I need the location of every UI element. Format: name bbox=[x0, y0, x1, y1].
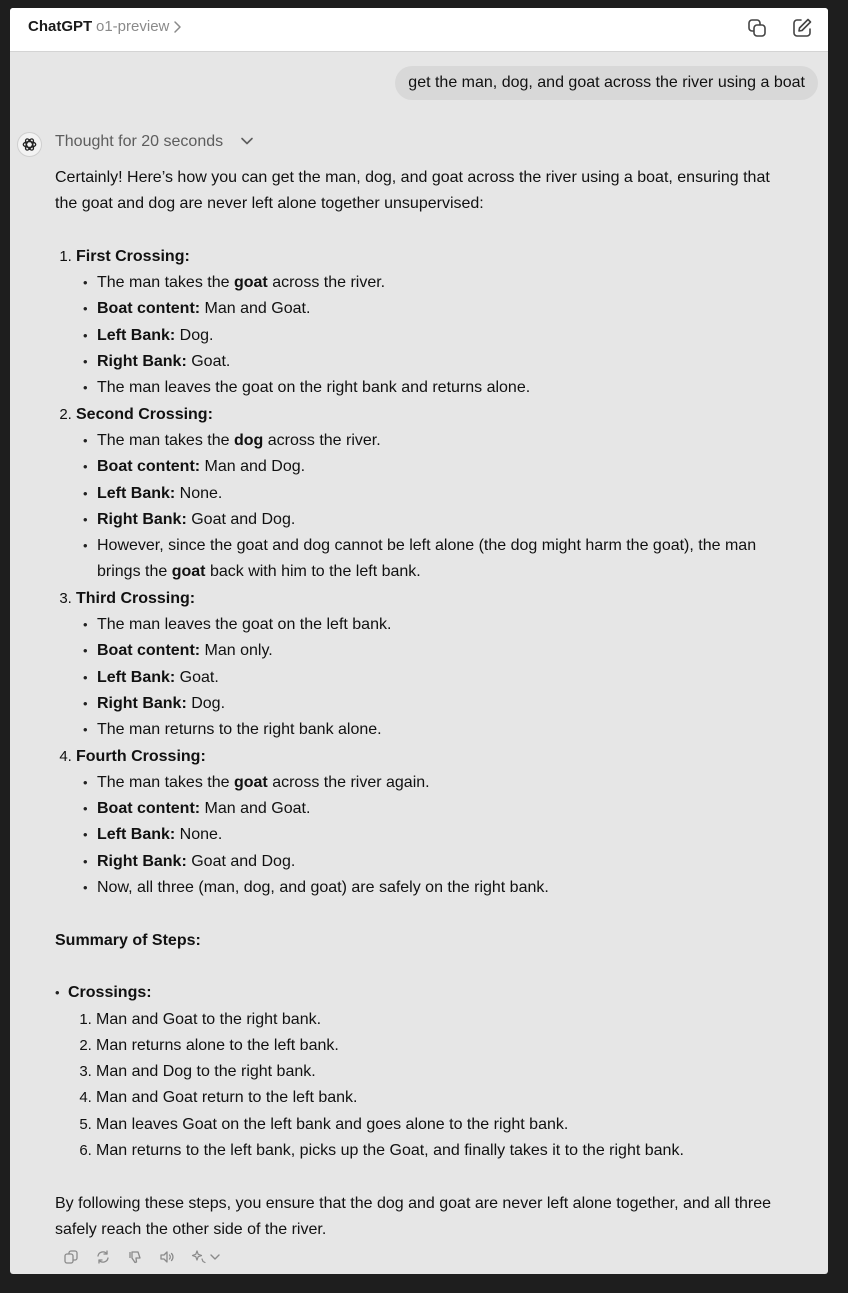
list-item: • Now, all three (man, dog, and goat) are safely on the right bank. bbox=[97, 875, 780, 901]
chevron-down-icon[interactable] bbox=[240, 136, 254, 146]
regenerate-icon[interactable] bbox=[95, 1249, 111, 1265]
list-item: • Boat content: Man and Dog. bbox=[97, 454, 780, 480]
answer-intro: Certainly! Here’s how you can get the man, dog, and goat across the river using a boat, ensuring that the goat and dog are never left alone together unsupervised: bbox=[55, 169, 770, 213]
crossing-list bbox=[55, 244, 780, 901]
list-item: • Right Bank: Goat and Dog. bbox=[97, 507, 780, 533]
copy-chat-icon[interactable] bbox=[746, 17, 768, 39]
crossing-title: Fourth Crossing: bbox=[76, 747, 206, 765]
user-message: get the man, dog, and goat across the river using a boat bbox=[395, 66, 818, 100]
thumbs-down-icon[interactable] bbox=[127, 1249, 143, 1265]
thought-toggle[interactable]: Thought for 20 seconds bbox=[55, 133, 224, 150]
crossing-step bbox=[76, 402, 780, 586]
list-item: • Right Bank: Goat and Dog. bbox=[97, 849, 780, 875]
summary-step: 5. Man leaves Goat on the left bank and goes alone to the right bank. bbox=[96, 1112, 780, 1138]
answer-conclusion: By following these steps, you ensure that the dog and goat are never left alone together, and all three safely reach the other side of the river. bbox=[55, 1194, 772, 1238]
list-item: • Right Bank: Goat. bbox=[97, 349, 780, 375]
summary-step: 4. Man and Goat return to the left bank. bbox=[96, 1085, 780, 1111]
app-name[interactable]: ChatGPT bbox=[28, 18, 93, 35]
list-item: • The man leaves the goat on the left bank. bbox=[97, 612, 780, 638]
list-item: • However, since the goat and dog cannot be left alone (the dog might harm the goat), the man brings the goat back with him to the left bank. bbox=[97, 533, 780, 586]
summary-step: 2. Man returns alone to the left bank. bbox=[96, 1033, 780, 1059]
list-item: • Boat content: Man and Goat. bbox=[97, 296, 780, 322]
crossing-step bbox=[76, 244, 780, 402]
summary-step: 1. Man and Goat to the right bank. bbox=[96, 1007, 780, 1033]
list-item: • The man takes the goat across the river. bbox=[97, 270, 780, 296]
list-item: • Right Bank: Dog. bbox=[97, 691, 780, 717]
chatgpt-logo-icon bbox=[17, 132, 42, 157]
summary-step: 6. Man returns to the left bank, picks up the Goat, and finally takes it to the right bank. bbox=[96, 1138, 780, 1164]
list-item: • The man takes the dog across the river. bbox=[97, 428, 780, 454]
model-selector[interactable]: o1-preview bbox=[96, 18, 170, 35]
list-item: • Crossings: 1. Man and Goat to the right bank. 2. Man returns alone to the left bank. 3. Man and Dog to the right bank. 4. Man and Goat return to the left bank. 5. Man leaves Goat on the left bank and goes alone to the right bank. 6. Man returns to the left bank, picks up the Goat, and finally takes it to the right bank. bbox=[68, 980, 780, 1164]
chat-window bbox=[10, 8, 828, 1274]
assistant-answer bbox=[55, 165, 780, 1243]
list-item: • The man leaves the goat on the right bank and returns alone. bbox=[97, 375, 780, 401]
read-aloud-icon[interactable] bbox=[159, 1249, 175, 1265]
crossing-title: Second Crossing: bbox=[76, 405, 213, 423]
chevron-right-icon[interactable] bbox=[172, 20, 182, 34]
crossing-step bbox=[76, 744, 780, 902]
summary-step: 3. Man and Dog to the right bank. bbox=[96, 1059, 780, 1085]
list-item: • Boat content: Man and Goat. bbox=[97, 796, 780, 822]
summary-list bbox=[55, 980, 780, 1164]
summary-title: Summary of Steps: bbox=[55, 931, 201, 949]
list-item: • The man takes the goat across the river again. bbox=[97, 770, 780, 796]
crossing-title: Third Crossing: bbox=[76, 589, 196, 607]
list-item: • Left Bank: Goat. bbox=[97, 665, 780, 691]
crossing-title: First Crossing: bbox=[76, 247, 190, 265]
switch-model-icon[interactable] bbox=[191, 1249, 223, 1265]
list-item: • Left Bank: None. bbox=[97, 481, 780, 507]
list-item: • Left Bank: None. bbox=[97, 822, 780, 848]
new-chat-icon[interactable] bbox=[791, 17, 813, 39]
top-bar bbox=[10, 8, 828, 52]
copy-icon[interactable] bbox=[63, 1249, 79, 1265]
list-item: • The man returns to the right bank alone. bbox=[97, 717, 780, 743]
crossing-step bbox=[76, 586, 780, 744]
list-item: • Left Bank: Dog. bbox=[97, 323, 780, 349]
list-item: • Boat content: Man only. bbox=[97, 638, 780, 664]
